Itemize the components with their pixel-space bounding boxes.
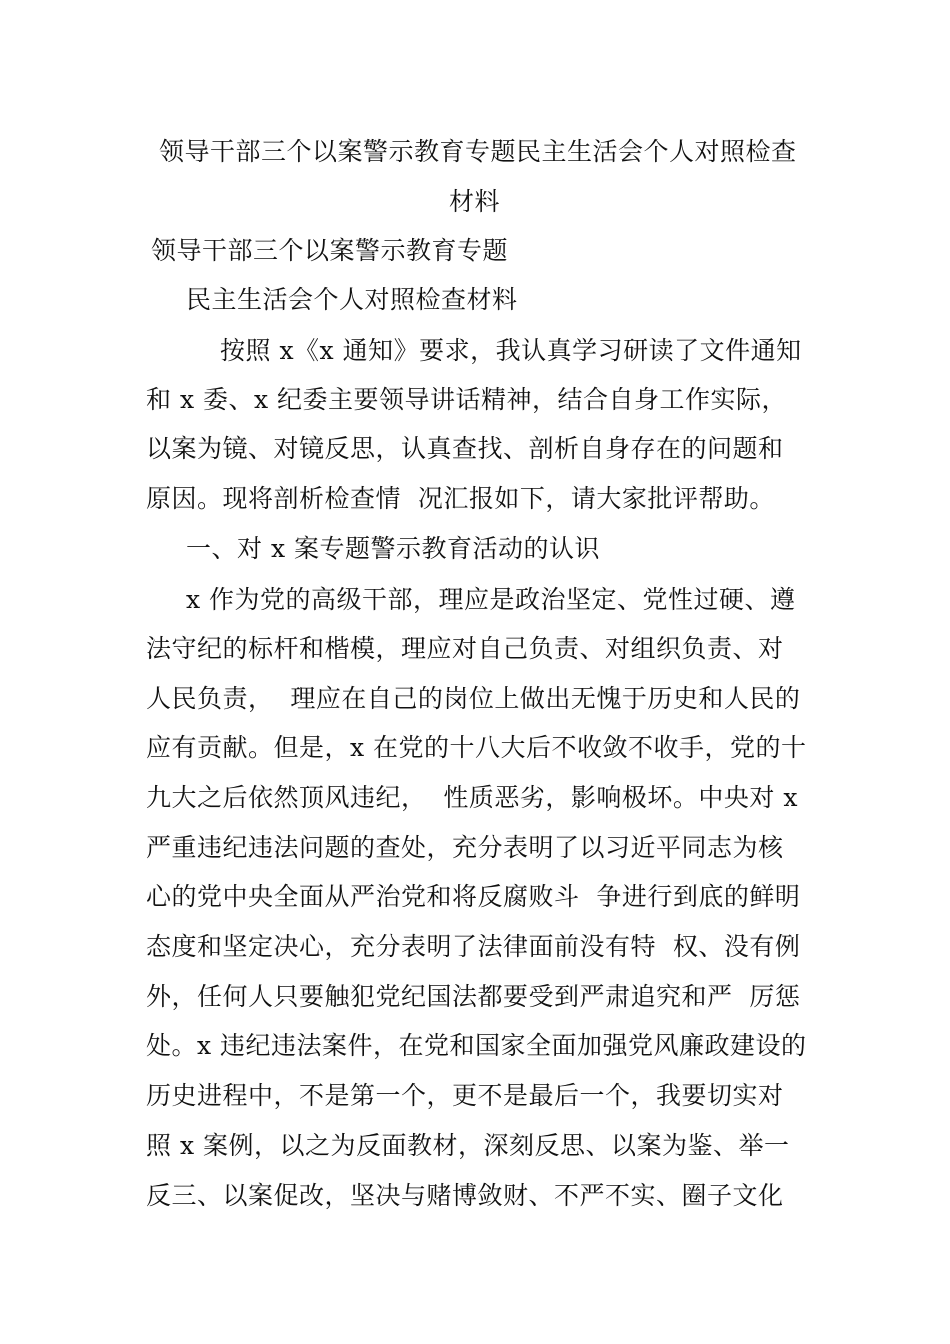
subtitle-line-2: 民主生活会个人对照检查材料 (186, 285, 518, 314)
paragraph-line: 反三、以案促改，坚决与赌博敛财、不严不实、圈子文化 (146, 1181, 784, 1210)
paragraph-line: 九大之后依然顶风违纪， 性质恶劣，影响极坏。中央对 x (146, 783, 798, 812)
paragraph-line: 应有贡献。但是，x 在党的十八大后不收敛不收手，党的十 (146, 733, 807, 762)
paragraph-line: 外，任何人只要触犯党纪国法都要受到严肃追究和严 厉惩 (146, 982, 801, 1011)
paragraph-line: 和 x 委、x 纪委主要领导讲话精神，结合自身工作实际， (146, 385, 788, 414)
paragraph-line: 历史进程中，不是第一个，更不是最后一个，我要切实对 (146, 1081, 784, 1110)
paragraph-line: x 作为党的高级干部，理应是政治坚定、党性过硬、遵 (186, 585, 796, 614)
paragraph-line: 态度和坚定决心，充分表明了法律面前没有特 权、没有例 (146, 932, 801, 961)
paragraph-line: 原因。现将剖析检查情 况汇报如下，请大家批评帮助。 (146, 484, 775, 513)
paragraph-line: 人民负责， 理应在自己的岗位上做出无愧于历史和人民的 (146, 684, 801, 713)
paragraph-line: 照 x 案例，以之为反面教材，深刻反思、以案为鉴、举一 (146, 1131, 790, 1160)
document-title-line-1: 领导干部三个以案警示教育专题民主生活会个人对照检查 (159, 137, 797, 166)
document-title-line-2: 材料 (449, 187, 501, 216)
paragraph-line: 处。x 违纪违法案件，在党和国家全面加强党风廉政建设的 (146, 1031, 807, 1060)
paragraph-line: 以案为镜、对镜反思，认真查找、剖析自身存在的问题和 (146, 434, 784, 463)
paragraph-line: 严重违纪违法问题的查处，充分表明了以习近平同志为核 (146, 833, 784, 862)
subtitle-line-1: 领导干部三个以案警示教育专题 (151, 236, 509, 265)
paragraph-line: 按照 x《x 通知》要求，我认真学习研读了文件通知 (220, 336, 802, 365)
paragraph-line: 法守纪的标杆和楷模，理应对自己负责、对组织负责、对 (146, 634, 784, 663)
section-heading: 一、对 x 案专题警示教育活动的认识 (186, 534, 600, 563)
paragraph-line: 心的党中央全面从严治党和将反腐败斗 争进行到底的鲜明 (146, 882, 801, 911)
